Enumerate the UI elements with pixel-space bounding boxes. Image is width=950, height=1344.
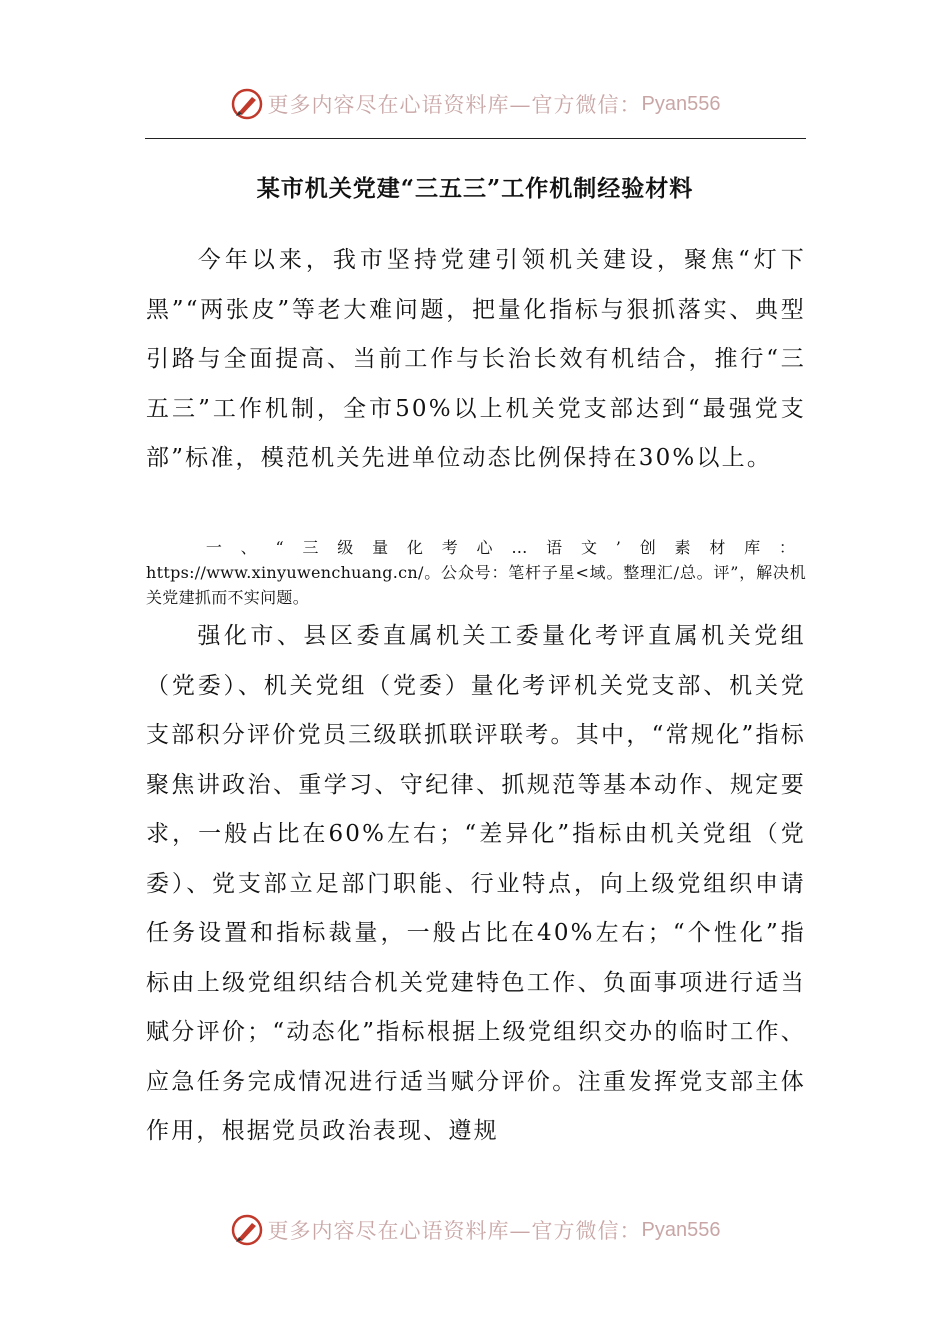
pen-logo-icon	[230, 1213, 264, 1247]
header-rule	[145, 138, 806, 139]
paragraph-body-text: 强化市、县区委直属机关工委量化考评直属机关党组（党委）、机关党组（党委）量化考评机关党支部、机关党支部积分评价党员三级联抓联评联考。其中，“常规化”指标聚焦讲政治、重学习、守纪律、抓规范等基本动作、规定要求，一般占比在60%左右；“差异化”指标由机关党组（党委）、党支部立足部门职能、行业特点，向上级党组织申请任务设置和指标裁量，一般占比在40%左右；“个性化”指标由上级党组织结合机关党建特色工作、负面事项进行适当赋分评价；“动态化”指标根据上级党组织交办的临时工作、应急任务完成情况进行适当赋分评价。注重发挥党支部主体作用，根据党员政治表现、遵规	[146, 623, 806, 1144]
section-heading-1-spaced: 一、“三级量化考心…语文’创素材库：	[198, 538, 806, 557]
section-heading-1-rest: https://www.xinyuwenchuang.cn/。公众号：笔杆子星<域。整理汇/总。评”，解决机关党建抓而不实问题。	[146, 563, 806, 607]
footer-banner	[0, 1210, 950, 1250]
header-banner	[0, 84, 950, 124]
paragraph-body	[146, 612, 806, 1157]
paragraph-intro	[146, 236, 806, 484]
banner-wechat-id: Pyan556	[641, 1218, 721, 1241]
banner-wechat-id: Pyan556	[641, 92, 721, 115]
pen-logo-icon	[230, 87, 264, 121]
document-title: 某市机关党建“三五三”工作机制经验材料	[256, 175, 694, 202]
paragraph-intro-text: 今年以来，我市坚持党建引领机关建设，聚焦“灯下黑”“两张皮”等老大难问题，把量化指标与狠抓落实、典型引路与全面提高、当前工作与长治长效有机结合，推行“三五三”工作机制，全市50%以上机关党支部达到“最强党支部”标准，模范机关先进单位动态比例保持在30%以上。	[146, 247, 806, 471]
banner-text: 更多内容尽在心语资料库—官方微信：	[267, 1219, 642, 1243]
banner-text: 更多内容尽在心语资料库—官方微信：	[267, 93, 642, 117]
section-heading-1	[146, 535, 806, 610]
